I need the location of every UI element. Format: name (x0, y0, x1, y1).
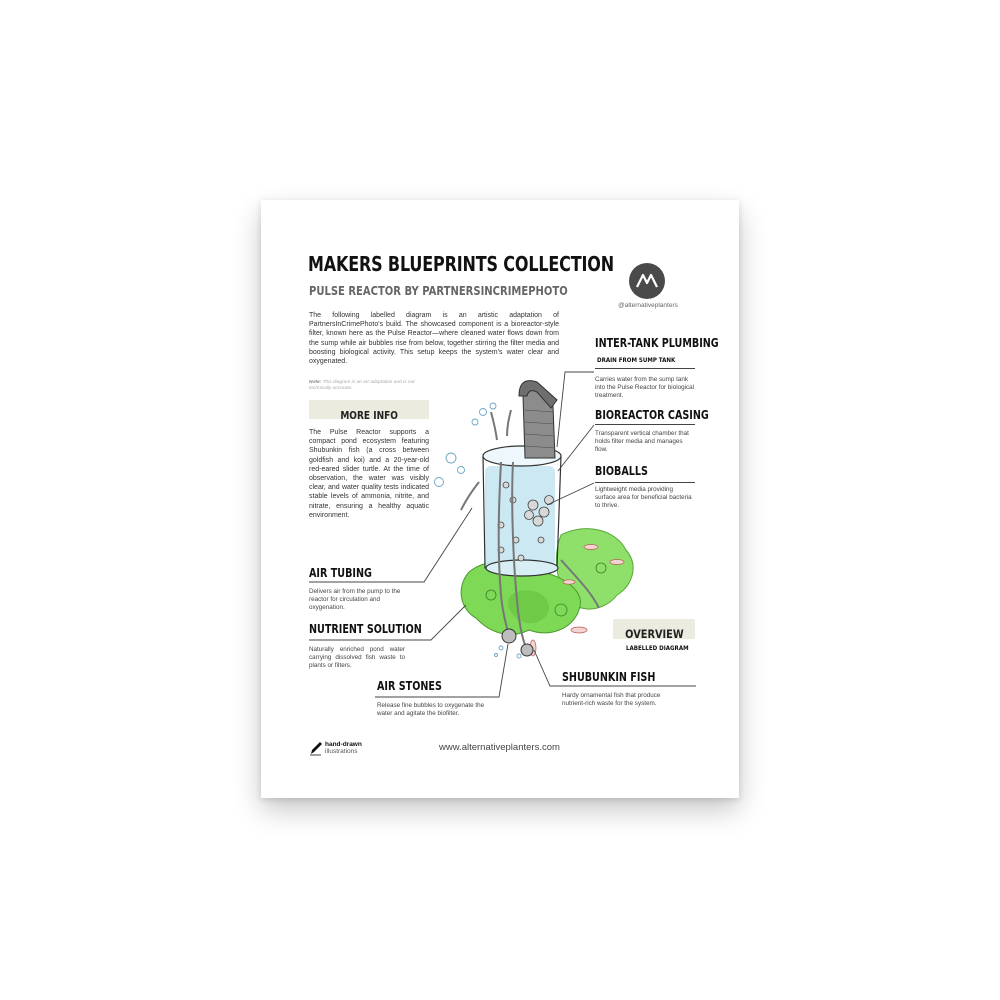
overview-subheading: LABELLED DIAGRAM (626, 644, 689, 652)
desc-bioreactor-casing: Transparent vertical chamber that holds filter media and manages flow. (595, 430, 689, 454)
divider (595, 482, 695, 483)
footer-illustrations: illustrations (325, 748, 358, 755)
divider (595, 368, 695, 369)
note-label: Note: (309, 380, 322, 385)
footer-website-link[interactable]: www.alternativeplanters.com (439, 742, 560, 753)
divider (595, 424, 695, 425)
label-bioreactor-casing: BIOREACTOR CASING (595, 408, 709, 422)
more-info-heading-text: MORE INFO (340, 409, 398, 422)
label-shubunkin-fish: SHUBUNKIN FISH (562, 670, 656, 684)
label-inter-tank-plumbing: INTER-TANK PLUMBING (595, 336, 719, 350)
brand-handle: @alternativeplanters (618, 302, 678, 309)
more-info-paragraph: The Pulse Reactor supports a compact pond ecosystem featuring Shubunkin fish (a cross between goldfish and koi) and a 20-year-old red-eared slider turtle. At the time of observation, the water was visibly clear, and water quality tests indicated stable levels of ammonia, nitrite, and nitrate, ensuring a healthy aquatic environment. (309, 429, 429, 519)
label-bioballs: BIOBALLS (595, 464, 648, 478)
desc-air-stones: Release fine bubbles to oxygenate the water and agitate the biofilter. (377, 702, 485, 718)
overview-heading (613, 623, 695, 642)
overview-heading-text: OVERVIEW (624, 627, 684, 641)
desc-nutrient-solution: Naturally enriched pond water carrying dissolved fish waste to plants or filters. (309, 646, 405, 670)
inter-tank-pipe-illustration (519, 381, 557, 458)
footer-hand-drawn: hand-drawn (325, 741, 362, 748)
desc-shubunkin-fish: Hardy ornamental fish that produce nutrient-rich waste for the system. (562, 692, 661, 708)
desc-bioballs: Lightweight media providing surface area for beneficial bacteria to thrive. (595, 486, 692, 510)
page-subtitle: PULSE REACTOR BY PARTNERSINCRIMEPHOTO (309, 283, 568, 298)
desc-air-tubing: Delivers air from the pump to the reactor for circulation and oxygenation. (309, 588, 401, 612)
note-text: This diagram is an art adaptation and is not technically accurate. (309, 380, 415, 391)
label-drain-from-sump: DRAIN FROM SUMP TANK (597, 356, 676, 364)
poster (261, 200, 739, 798)
label-nutrient-solution: NUTRIENT SOLUTION (309, 622, 422, 636)
overview-heading-box (613, 619, 695, 639)
desc-inter-tank-plumbing: Carries water from the sump tank into the Pulse Reactor for biological treatment. (595, 376, 695, 400)
intro-paragraph: The following labelled diagram is an artistic adaptation of PartnersInCrimePhoto's build. The showcased component is a bioreactor-style filter, known here as the Pulse Reactor—where cleaned water flows down from the sump while air bubbles rise from below, together stirring the filter media and boosting biological activity. This setup keeps the system's water clear and oxygenated. (309, 312, 559, 366)
label-air-tubing: AIR TUBING (309, 566, 372, 580)
label-air-stones: AIR STONES (377, 679, 442, 693)
page-title: MAKERS BLUEPRINTS COLLECTION (308, 252, 614, 276)
pen-icon (309, 740, 323, 756)
